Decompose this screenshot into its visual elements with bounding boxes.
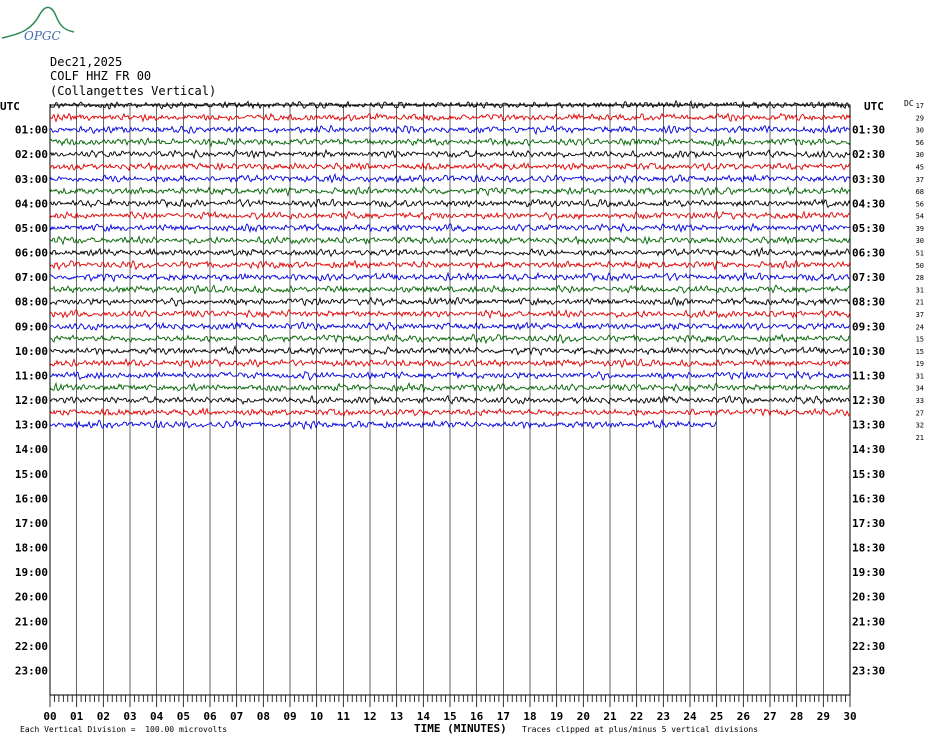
left-hour-label: 14:00 [14,443,48,457]
dc-label: DC [904,99,914,108]
right-hour-label: 15:30 [852,467,886,481]
right-hour-label: 16:30 [852,492,886,506]
left-hour-label: 21:00 [14,615,48,629]
x-tick-label: 16 [470,710,484,723]
dc-offset-value: 29 [915,114,924,123]
right-hour-label: 05:30 [852,221,886,235]
x-tick-label: 06 [203,710,217,723]
right-hour-label: 12:30 [852,394,886,407]
left-hour-label: 01:00 [14,123,48,137]
dc-offset-value: 34 [915,384,924,393]
x-tick-label: 24 [683,710,697,723]
x-tick-label: 10 [310,710,324,723]
record-date: Dec21,2025 [50,55,123,69]
right-hour-label: 21:30 [852,615,886,629]
right-hour-label: 10:30 [852,344,886,358]
x-tick-label: 08 [256,710,270,723]
logo-text: OPGC [24,29,61,43]
x-tick-label: 28 [790,710,804,723]
x-tick-label: 05 [176,710,190,723]
x-tick-label: 26 [736,710,750,723]
station-code: COLF HHZ FR 00 [50,69,152,83]
clip-note: Traces clipped at plus/minus 5 vertical divisions [522,725,759,734]
left-hour-label: 17:00 [14,516,48,530]
x-tick-label: 11 [336,710,350,723]
x-tick-label: 23 [656,710,670,723]
left-hour-label: 08:00 [14,295,48,309]
left-hour-label: 06:00 [14,246,48,260]
dc-offset-value: 21 [915,298,924,307]
x-tick-label: 15 [443,710,457,723]
dc-offset-value: 51 [915,249,924,258]
dc-offset-value: 39 [915,224,924,233]
left-hour-label: 09:00 [14,320,48,334]
dc-offset-value: 30 [915,237,924,246]
left-hour-label: 02:00 [14,148,48,162]
x-tick-label: 07 [230,710,244,723]
dc-offset-value: 24 [915,323,924,332]
dc-offset-value: 30 [915,151,924,160]
left-hour-label: 18:00 [14,541,48,555]
x-axis-title: TIME (MINUTES) [414,722,507,735]
left-hour-label: 19:00 [14,566,48,580]
right-hour-label: 02:30 [852,148,886,162]
right-hour-label: 03:30 [852,172,886,186]
right-utc-label: UTC [864,100,884,113]
dc-offset-value: 32 [915,421,924,430]
right-hour-label: 19:30 [852,566,886,580]
x-tick-label: 09 [283,710,297,723]
dc-offset-value: 68 [915,188,924,197]
left-hour-label: 15:00 [14,467,48,481]
dc-offset-value: 27 [915,409,924,418]
left-hour-label: 16:00 [14,492,48,506]
x-tick-label: 01 [70,710,84,723]
x-tick-label: 18 [523,710,537,723]
left-hour-label: 11:00 [14,369,48,383]
x-tick-label: 25 [710,710,724,723]
x-tick-label: 30 [843,710,857,723]
dc-offset-value: 31 [915,372,924,381]
right-hour-label: 13:30 [852,418,886,432]
right-hour-label: 09:30 [852,320,886,334]
dc-offset-value: 37 [915,175,924,184]
dc-offset-value: 21 [915,433,924,442]
x-tick-label: 19 [550,710,564,723]
right-hour-label: 06:30 [852,246,886,260]
dc-offset-value: 54 [915,212,924,221]
right-hour-label: 07:30 [852,271,886,285]
right-hour-label: 18:30 [852,541,886,555]
dc-offset-value: 37 [915,310,924,319]
left-hour-label: 05:00 [14,221,48,235]
x-tick-label: 03 [123,710,137,723]
right-hour-label: 08:30 [852,295,886,309]
right-hour-label: 11:30 [852,369,886,383]
left-hour-label: 20:00 [14,590,48,604]
left-hour-label: 22:00 [14,639,48,653]
station-location: (Collangettes Vertical) [50,84,217,98]
dc-offset-value: 15 [915,347,924,356]
seismic-trace [50,420,716,429]
x-tick-label: 04 [150,710,164,723]
dc-offset-value: 19 [915,360,924,369]
right-hour-label: 23:30 [852,664,886,678]
dc-offset-value: 45 [915,163,924,172]
dc-offset-value: 31 [915,286,924,295]
left-utc-label: UTC [0,100,20,113]
right-hour-label: 22:30 [852,639,886,653]
x-tick-label: 21 [603,710,617,723]
vertical-division-note: Each Vertical Division = 100.00 microvolts [20,725,228,734]
left-hour-label: 10:00 [14,344,48,358]
left-hour-label: 13:00 [14,418,48,432]
right-hour-label: 14:30 [852,443,886,457]
x-tick-label: 02 [96,710,110,723]
x-tick-label: 14 [416,710,430,723]
right-hour-label: 20:30 [852,590,886,604]
dc-offset-value: 56 [915,200,924,209]
x-tick-label: 20 [576,710,590,723]
left-hour-label: 03:00 [14,172,48,186]
x-tick-label: 29 [816,710,830,723]
left-hour-label: 12:00 [14,394,48,407]
dc-offset-value: 17 [915,102,924,110]
x-tick-label: 27 [763,710,777,723]
x-tick-label: 12 [363,710,377,723]
dc-offset-value: 28 [915,274,924,283]
right-hour-label: 01:30 [852,123,886,137]
left-hour-label: 07:00 [14,271,48,285]
dc-offset-value: 50 [915,261,924,270]
right-hour-label: 17:30 [852,516,886,530]
left-hour-label: 04:00 [14,197,48,211]
x-tick-label: 22 [630,710,644,723]
dc-offset-value: 30 [915,126,924,135]
dc-offset-value: 33 [915,397,924,405]
x-tick-label: 13 [390,710,404,723]
dc-offset-value: 56 [915,138,924,147]
x-tick-label: 00 [43,710,57,723]
left-hour-label: 23:00 [14,664,48,678]
dc-offset-value: 15 [915,335,924,344]
right-hour-label: 04:30 [852,197,886,211]
x-tick-label: 17 [496,710,510,723]
